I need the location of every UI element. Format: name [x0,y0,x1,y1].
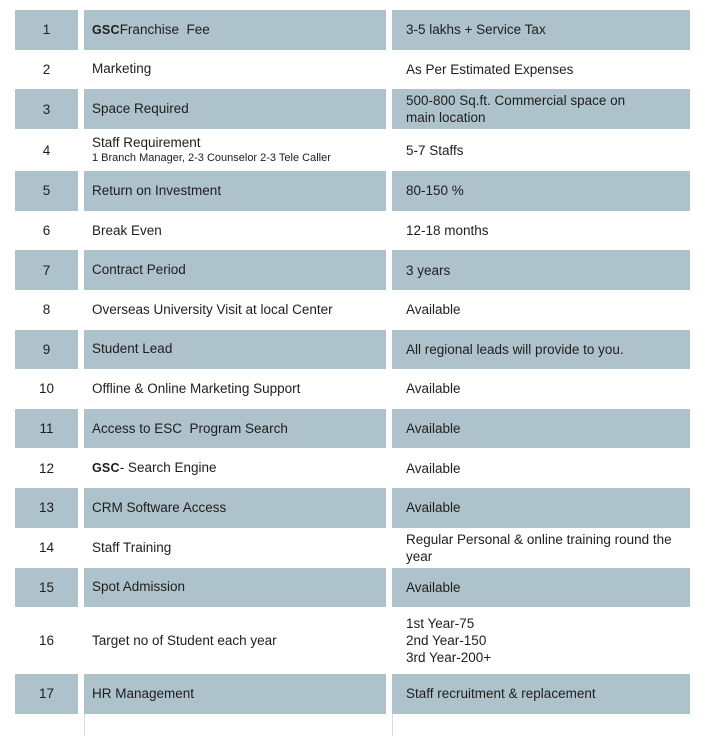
row-value-line: 3rd Year-200+ [406,650,492,666]
row-number-cell [15,171,78,211]
row-number: 17 [38,686,55,702]
column-divider-line [392,714,393,736]
row-value-line: Available [406,579,461,595]
row-label-cell [84,89,386,129]
row-number: 5 [42,183,51,199]
row-value-cell [392,448,690,488]
table-row [15,369,690,409]
row-label-cell [84,171,386,211]
table-row [15,674,690,714]
row-value-cell [392,607,690,674]
row-label-cell [84,330,386,370]
row-value-cell [392,568,690,608]
row-value-cell [392,330,690,370]
row-label-cell [84,129,386,171]
row-number: 4 [42,142,51,158]
row-label-line: Spot Admission [92,579,186,595]
row-label-line: Student Lead [92,341,173,357]
row-number: 3 [42,101,51,117]
row-value-line: 5-7 Staffs [406,142,464,158]
row-number-cell [15,89,78,129]
row-value-cell [392,488,690,528]
row-value-cell [392,528,690,568]
row-number-cell [15,607,78,674]
row-value-cell [392,50,690,90]
row-label-text: - Search Engine [119,460,217,476]
row-value-line: All regional leads will provide to you. [406,341,624,357]
table-row [15,290,690,330]
table-row [15,409,690,449]
row-label-line [92,460,380,476]
row-value-cell [392,129,690,171]
table-row [15,50,690,90]
row-label-cell [84,50,386,90]
row-number-cell [15,448,78,488]
table-row [15,129,690,171]
row-value-line: 80-150 % [406,183,464,199]
row-label-line: HR Management [92,685,195,701]
row-label-cell [84,528,386,568]
row-number-cell [15,369,78,409]
row-number: 8 [42,302,51,318]
row-number: 6 [42,223,51,239]
row-label-line: Target no of Student each year [92,632,277,648]
row-value-line: Available [406,421,461,437]
row-label-cell [84,488,386,528]
table-row [15,528,690,568]
row-value-line: Regular Personal & online training round the year [406,531,676,564]
row-value-cell [392,10,690,50]
row-number-cell [15,330,78,370]
row-number-cell [15,488,78,528]
row-label-line: Staff Training [92,539,172,555]
row-number: 2 [42,61,51,77]
brand-prefix: GSC [92,22,120,37]
table-row [15,171,690,211]
brand-prefix: GSC [92,461,120,476]
row-label-cell [84,607,386,674]
row-label-line: Marketing [92,61,152,77]
row-label-cell [84,250,386,290]
row-value-cell [392,250,690,290]
table-row [15,330,690,370]
row-value-cell [392,290,690,330]
row-value-cell [392,674,690,714]
row-value-line: Staff recruitment & replacement [406,686,596,702]
row-number-cell [15,528,78,568]
row-label-line: Staff Requirement [92,135,201,151]
row-label-line: CRM Software Access [92,499,227,515]
row-value-cell [392,409,690,449]
row-label-cell [84,10,386,50]
row-number: 16 [38,633,55,649]
row-value-line: 12-18 months [406,223,489,239]
row-value-line: Available [406,500,461,516]
table-row [15,250,690,290]
row-label-text: Franchise Fee [119,21,210,37]
row-label-cell [84,211,386,251]
row-number: 11 [39,421,54,437]
row-number: 7 [42,262,51,278]
row-value-line: 3-5 lakhs + Service Tax [406,22,546,38]
row-number: 12 [38,460,55,476]
row-number-cell [15,409,78,449]
table-row [15,607,690,674]
row-number: 13 [38,500,55,516]
row-value-line: Available [406,302,461,318]
row-label-line: Overseas University Visit at local Center [92,301,333,317]
row-label-cell [84,448,386,488]
table-row [15,211,690,251]
row-label-cell [84,290,386,330]
row-label-line [92,22,380,38]
table-row [15,10,690,50]
row-label-line: Return on Investment [92,182,222,198]
row-number: 1 [42,22,51,38]
row-label-line: Offline & Online Marketing Support [92,380,301,396]
row-label-line: Contract Period [92,262,186,278]
row-value-line: 500-800 Sq.ft. Commercial space on [406,93,626,109]
row-number-cell [15,290,78,330]
row-number-cell [15,50,78,90]
row-number-cell [15,211,78,251]
column-divider-line [84,714,85,736]
row-number: 15 [38,579,55,595]
row-value-line: Available [406,460,461,476]
row-label-cell [84,674,386,714]
row-value-line: 2nd Year-150 [406,633,487,649]
franchise-table [15,10,690,736]
row-value-cell [392,171,690,211]
row-label-line: Access to ESC Program Search [92,420,288,436]
row-value-cell [392,89,690,129]
row-label-line: 1 Branch Manager, 2-3 Counselor 2-3 Tele Caller [92,152,331,165]
table-footer-strip [15,714,690,736]
row-label-cell [84,369,386,409]
row-label-cell [84,568,386,608]
row-number-cell [15,129,78,171]
row-value-line: main location [406,110,486,126]
table-row [15,448,690,488]
row-value-line: 3 years [406,262,451,278]
row-value-cell [392,211,690,251]
row-value-line: Available [406,381,461,397]
row-number: 14 [38,540,55,556]
row-label-line: Space Required [92,101,189,117]
row-number-cell [15,674,78,714]
row-value-line: As Per Estimated Expenses [406,61,574,77]
row-label-line: Break Even [92,222,162,238]
row-label-cell [84,409,386,449]
row-value-line: 1st Year-75 [406,616,475,632]
row-number-cell [15,10,78,50]
row-number-cell [15,568,78,608]
table-row [15,568,690,608]
row-number: 10 [38,381,55,397]
row-number-cell [15,250,78,290]
table-row [15,89,690,129]
row-value-cell [392,369,690,409]
row-number: 9 [42,341,51,357]
table-row [15,488,690,528]
